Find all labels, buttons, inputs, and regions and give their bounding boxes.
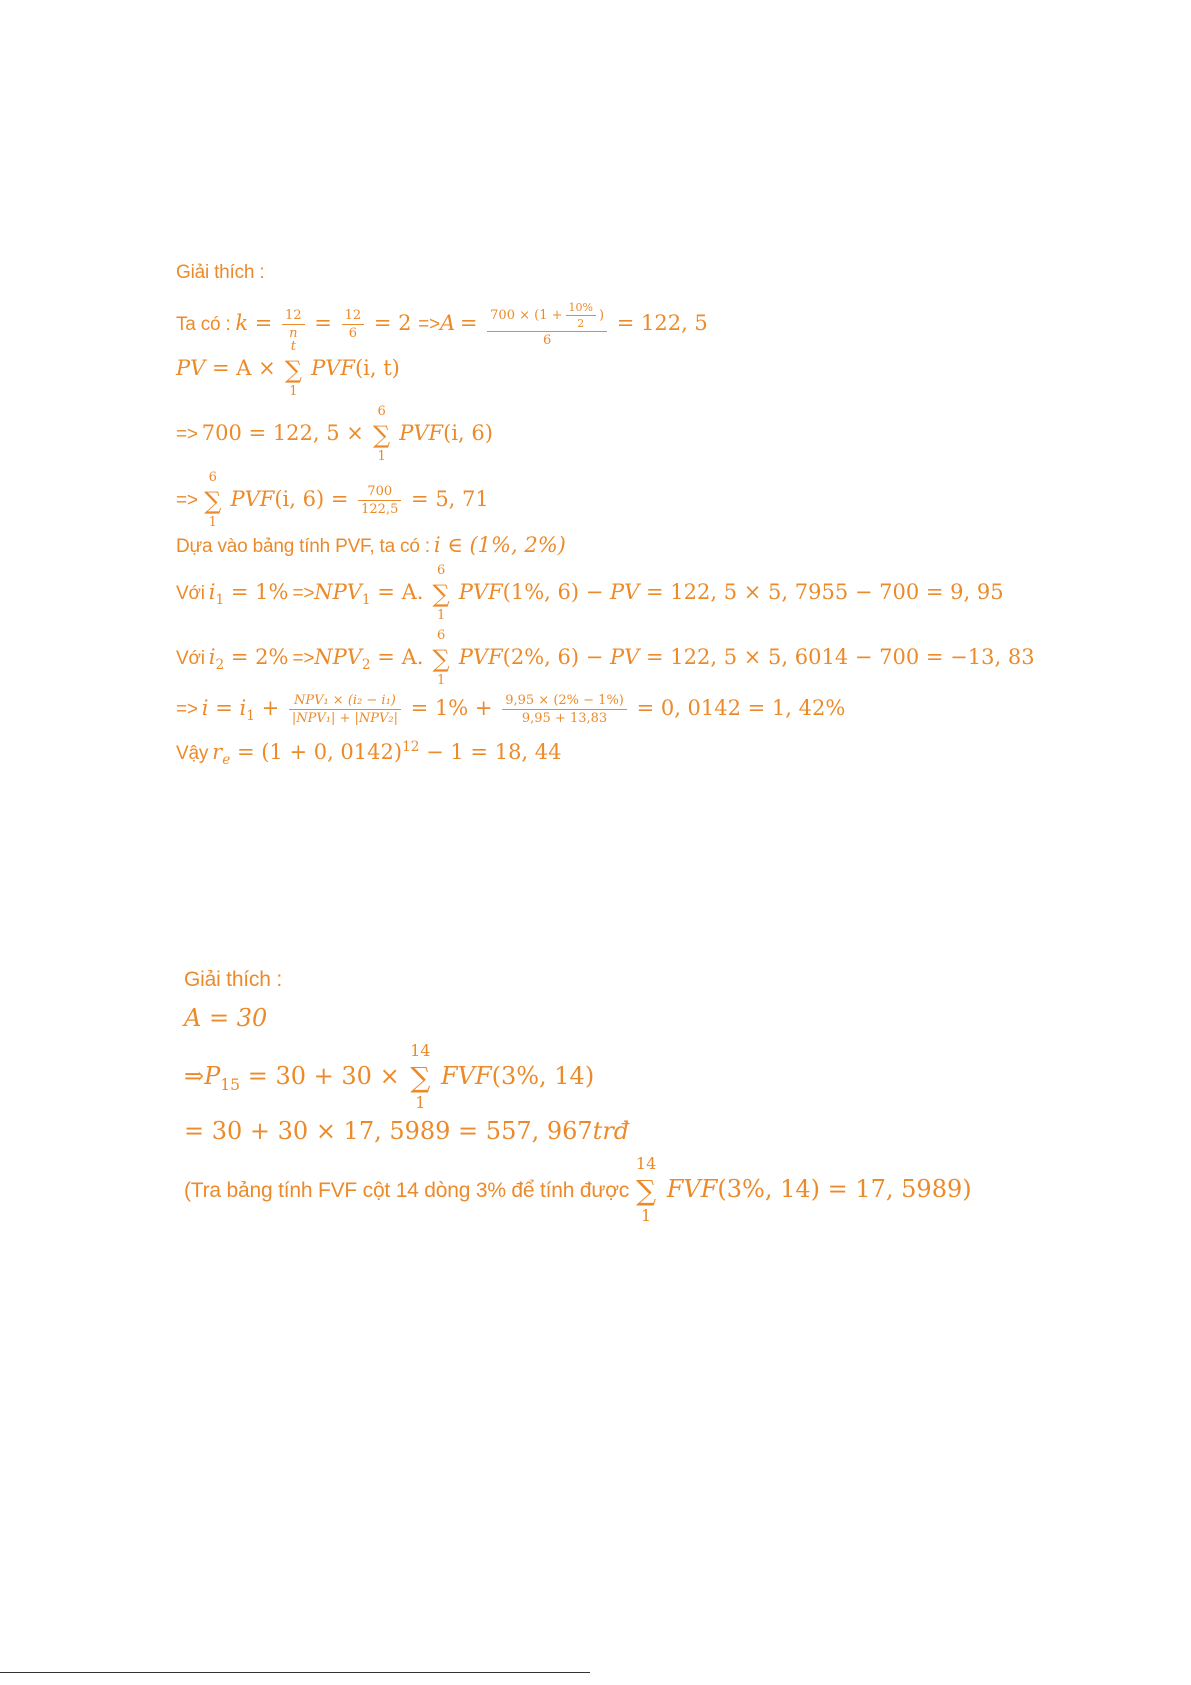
block1-line5: Dựa vào bảng tính PVF, ta có : i ∈ (1%, 2%) bbox=[176, 533, 566, 557]
sum-symbol: 14 ∑ 1 bbox=[410, 1040, 431, 1112]
block1-line6: Với $i_1 = 1\% =>NPV_1 = A$. 6 ∑ 1 PVF(1%, 6) − PV = 122, 5 × 5, 7955 − 700 = 9, 95 bbox=[176, 562, 1004, 623]
block2-line3: = 30 + 30 × 17, 5989 = 557, 967trđ bbox=[184, 1117, 630, 1145]
block2-line2: $\Rightarrow P_{15} = 30 + 30$ × 14 ∑ 1 FVF(3%, 14) bbox=[184, 1040, 595, 1112]
footnote-rule bbox=[0, 1672, 590, 1673]
block1-line4: => 6 ∑ 1 PVF(i, 6) = $\frac{700}{122,5}$ = 5, 71 bbox=[176, 469, 489, 530]
sum-symbol: 6 ∑ 1 bbox=[432, 627, 450, 688]
sum-symbol: t ∑ 1 bbox=[284, 338, 302, 399]
block1-line9: Vậy $r_e = (1 + 0$, 0142)$^{12}$ − 1 = 18, 44 bbox=[176, 739, 562, 769]
sum-symbol: 14 ∑ 1 bbox=[635, 1153, 657, 1225]
block2-line1: A = 30 bbox=[184, 1004, 268, 1032]
sum-symbol: 6 ∑ 1 bbox=[204, 469, 222, 530]
block1-line3: => 700 = 122, 5 × 6 ∑ 1 PVF(i, 6) bbox=[176, 403, 493, 464]
block1-line8: => $i = i_1$ + $\frac{\text{NPV₁ × (i₂ − i₁)}}{\text{|NPV₁| + |NPV₂|}}$ = 1% + $\frac{9,95 \times (2\% - 1\%)}{9,95 + 13,83}$ = 0, 0142 = 1, 42% bbox=[176, 693, 846, 726]
block2-heading: Giải thích : bbox=[184, 968, 282, 991]
block1-line2: PV = A × t ∑ 1 PVF(i, t) bbox=[176, 338, 400, 399]
block1-line1: Ta có : k = $\frac{12}{n}$ = $\frac{12}{6}$ = 2 =>A = 700 × (1 + $\frac{10\%}{2}$ ) 6 = 122, 5 bbox=[176, 301, 708, 348]
sum-symbol: 6 ∑ 1 bbox=[373, 403, 391, 464]
sum-symbol: 6 ∑ 1 bbox=[432, 562, 450, 623]
block1-line7: Với $i_2 = 2\% =>NPV_2 = A$. 6 ∑ 1 PVF(2%, 6) − PV = 122, 5 × 5, 6014 − 700 = −13, 83 bbox=[176, 627, 1035, 688]
block2-line4: (Tra bảng tính FVF cột 14 dòng 3% để tính được 14 ∑ 1 FVF(3%, 14) = 17, 5989) bbox=[184, 1153, 972, 1225]
block1-heading: Giải thích : bbox=[176, 262, 265, 283]
